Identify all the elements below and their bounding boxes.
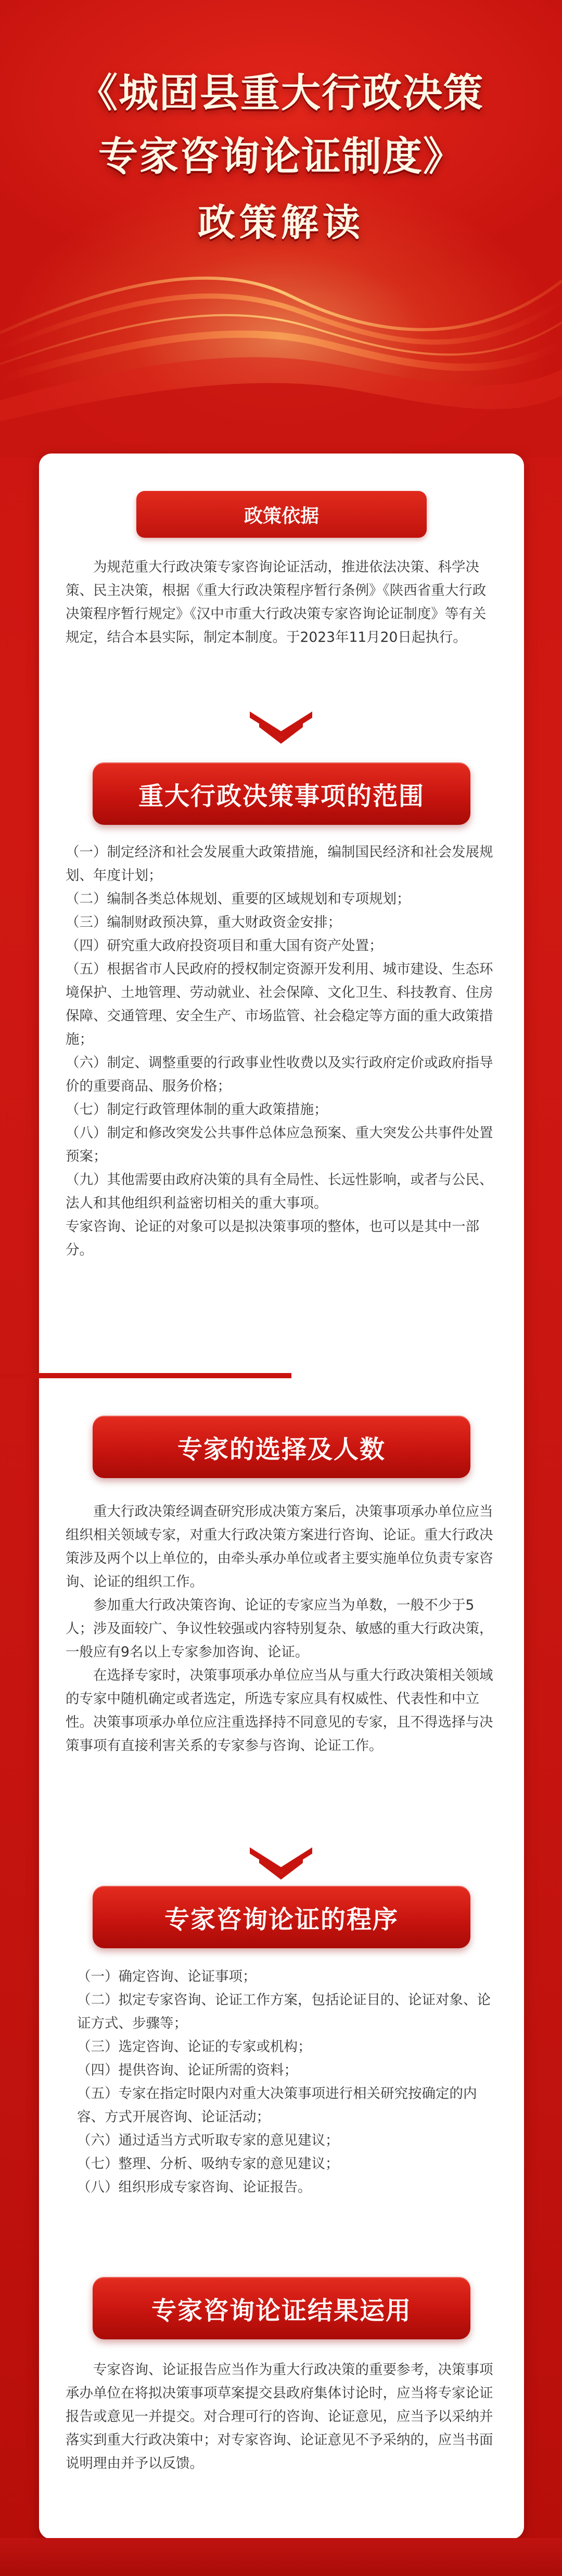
selection-paragraph: 在选择专家时，决策事项承办单位应当从与重大行政决策相关领域的专家中随机确定或者选定，所选专家应具有权威性、代表性和中立性。决策事项承办单位应注重选择持不同意见的专家，且不得选择与决策事项有直接利害关系的专家参与咨询、论证工作。 — [66, 1667, 493, 1754]
divider-bar — [0, 1373, 291, 1378]
results-paragraph: 专家咨询、论证报告应当作为重大行政决策的重要参考，决策事项承办单位在将拟决策事项草案提交县政府集体讨论时，应当将专家论证报告或意见一并提交。对合理可行的咨询、论证意见，应当予以采纳并落实到重大行政决策中；对专家咨询、论证意见不予采纳的，应当书面说明理由并予以反馈。 — [66, 2362, 493, 2471]
list-item: （四）研究重大政府投资项目和重大国有资产处置； — [66, 938, 383, 954]
list-item: （七）整理、分析、吸纳专家的意见建议； — [77, 2156, 339, 2172]
list-item: （二）编制各类总体规划、重要的区域规划和专项规划； — [66, 891, 411, 907]
list-item: （一）确定咨询、论证事项； — [77, 1969, 257, 1985]
procedure-list — [77, 1965, 497, 2199]
selection-text — [66, 1500, 497, 1757]
basis-paragraph: 为规范重大行政决策专家咨询论证活动，推进依法决策、科学决策、民主决策，根据《重大行政决策程序暂行条例》《陕西省重大行政决策程序暂行规定》《汉中市重大行政决策专家咨询论证制度》等有关规定，结合本县实际，制定本制度。于2023年11月20日起执行。 — [66, 559, 487, 645]
list-item: （八）制定和修改突发公共事件总体应急预案、重大突发公共事件处置预案； — [66, 1125, 493, 1164]
list-item: （二）拟定专家咨询、论证工作方案，包括论证目的、论证对象、论证方式、步骤等； — [77, 1992, 491, 2031]
section-heading-basis: 政策依据 — [136, 491, 427, 538]
title-line-3: 政策解读 — [197, 201, 364, 244]
footer-band — [0, 2538, 562, 2576]
list-item: （五）根据省市人民政府的授权制定资源开发利用、城市建设、生态环境保护、土地管理、劳动就业、社会保障、文化卫生、科技教育、住房保障、交通管理、安全生产、市场监管、社会稳定等方面的重大政策措施； — [66, 961, 493, 1047]
section-heading-selection: 专家的选择及人数 — [93, 1416, 470, 1478]
list-item: （六）通过适当方式听取专家的意见建议； — [77, 2132, 339, 2148]
results-text — [66, 2358, 497, 2475]
selection-paragraph: 重大行政决策经调查研究形成决策方案后，决策事项承办单位应当组织相关领域专家，对重大行政决策方案进行咨询、论证。重大行政决策涉及两个以上单位的，由牵头承办单位或者主要实施单位负责专家咨询、论证的组织工作。 — [66, 1504, 493, 1590]
list-item: （七）制定行政管理体制的重大政策措施； — [66, 1102, 328, 1118]
chevron-down-icon — [250, 711, 312, 744]
section-heading-procedure: 专家咨询论证的程序 — [93, 1886, 470, 1948]
list-item: （八）组织形成专家咨询、论证报告。 — [77, 2179, 312, 2195]
title-line-2: 专家咨询论证制度》 — [98, 133, 464, 179]
scope-list — [66, 840, 497, 1262]
list-item: （三）选定咨询、论证的专家或机构； — [77, 2039, 312, 2055]
basis-text — [66, 555, 497, 649]
chevron-down-icon — [250, 1847, 312, 1880]
list-item: （三）编制财政预决算，重大财政资金安排； — [66, 914, 341, 930]
list-item: （四）提供咨询、论证所需的资料； — [77, 2062, 298, 2078]
list-item: （五）专家在指定时限内对重大决策事项进行相关研究按确定的内容、方式开展咨询、论证活动； — [77, 2086, 477, 2125]
section-heading-results: 专家咨询论证结果运用 — [93, 2277, 470, 2339]
list-item: 专家咨询、论证的对象可以是拟决策事项的整体，也可以是其中一部分。 — [66, 1219, 479, 1258]
list-item: （六）制定、调整重要的行政事业性收费以及实行政府定价或政府指导价的重要商品、服务价格； — [66, 1055, 493, 1094]
section-heading-scope: 重大行政决策事项的范围 — [93, 762, 470, 825]
list-item: （九）其他需要由政府决策的具有全局性、长远性影响，或者与公民、法人和其他组织利益密切相关的重大事项。 — [66, 1172, 493, 1211]
selection-paragraph: 参加重大行政决策咨询、论证的专家应当为单数，一般不少于5人；涉及面较广、争议性较强或内容特别复杂、敏感的重大行政决策，一般应有9名以上专家参加咨询、论证。 — [66, 1597, 493, 1660]
list-item: （一）制定经济和社会发展重大政策措施，编制国民经济和社会发展规划、年度计划； — [66, 844, 493, 884]
hero-banner — [0, 0, 562, 458]
title-line-1: 《城固县重大行政决策 — [78, 70, 484, 116]
